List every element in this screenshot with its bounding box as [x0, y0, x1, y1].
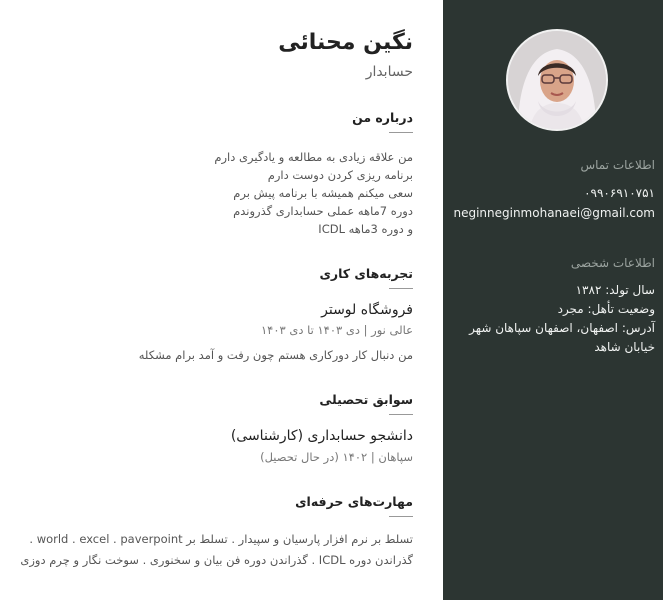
- portrait-illustration: [508, 31, 606, 129]
- profile-photo: [506, 29, 608, 131]
- address-line-1: آدرس: اصفهان، اصفهان سپاهان شهر: [469, 321, 655, 335]
- email-address: neginneginmohanaei@gmail.com: [453, 206, 655, 220]
- skills-divider: [389, 516, 413, 517]
- about-line: من علاقه زیادی به مطالعه و یادگیری دارم: [214, 150, 413, 164]
- about-title: درباره من: [352, 110, 413, 125]
- phone-number: ۰۹۹۰۶۹۱۰۷۵۱: [584, 186, 655, 200]
- birth-year: سال تولد: ۱۳۸۲: [575, 283, 655, 297]
- about-line: سعی میکنم همیشه با برنامه پیش برم: [233, 186, 413, 200]
- experience-divider: [389, 288, 413, 289]
- sidebar: [443, 0, 663, 600]
- job-title: فروشگاه لوستر: [321, 302, 413, 318]
- skills-line: تسلط بر نرم افزار پارسیان و سپیدار . تسلط بر world . excel . paverpoint .: [29, 532, 413, 546]
- job-description: من دنبال کار دورکاری هستم چون رفت و آمد برام مشکله: [138, 348, 413, 362]
- education-meta: سپاهان | ۱۴۰۲ (در حال تحصیل): [260, 450, 413, 464]
- contact-heading: اطلاعات تماس: [580, 158, 655, 172]
- about-divider: [389, 132, 413, 133]
- skills-title: مهارت‌های حرفه‌ای: [295, 494, 413, 509]
- skills-line: گذراندن دوره ICDL . گذراندن دوره فن بیان و سخنوری . سوخت نگار و چرم دوزی: [20, 553, 413, 567]
- address-line-2: خیابان شاهد: [594, 340, 655, 354]
- degree-title: دانشجو حسابداری (کارشناسی): [230, 428, 413, 444]
- marital-status: وضعیت تأهل: مجرد: [557, 302, 655, 316]
- education-divider: [389, 414, 413, 415]
- job-meta: عالی نور | دی ۱۴۰۳ تا دی ۱۴۰۳: [260, 323, 413, 337]
- experience-title: تجربه‌های کاری: [319, 266, 413, 281]
- about-line: و دوره 3ماهه ICDL: [318, 222, 413, 236]
- about-line: برنامه ریزی کردن دوست دارم: [267, 168, 413, 182]
- person-name: نگین محنائی: [278, 30, 413, 55]
- about-line: دوره 7ماهه عملی حسابداری گذروندم: [233, 204, 413, 218]
- education-title: سوابق تحصیلی: [319, 392, 413, 407]
- person-role: حسابدار: [365, 64, 413, 80]
- personal-heading: اطلاعات شخصی: [570, 256, 655, 270]
